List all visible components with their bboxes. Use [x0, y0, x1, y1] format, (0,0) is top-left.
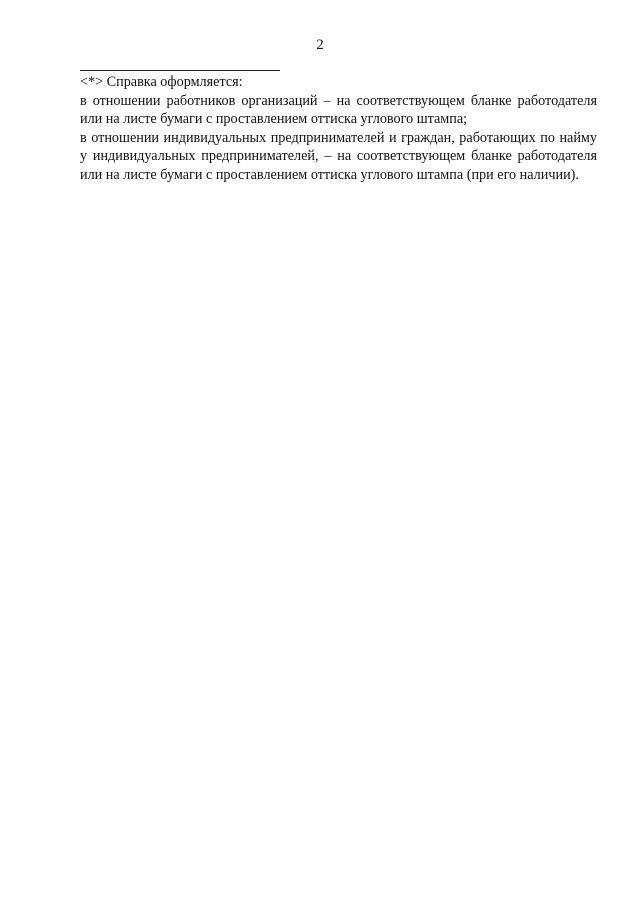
page-number: 2 [316, 37, 324, 53]
footnote-item-entrepreneurs: в отношении индивидуальных предпринимателей и граждан, работающих по найму у индивидуальных предпринимателей, – на соответствующем бланке работодателя или на листе бумаги с проставлением оттиска углового штампа (при его наличии). [80, 129, 597, 183]
footnote-item-organizations: в отношении работников организаций – на соответствующем бланке работодателя или на листе бумаги с проставлением оттиска углового штампа; [80, 92, 597, 127]
footnote [80, 73, 597, 184]
footnote-intro: <*> Справка оформляется: [80, 74, 243, 90]
footnote-separator [80, 70, 280, 71]
